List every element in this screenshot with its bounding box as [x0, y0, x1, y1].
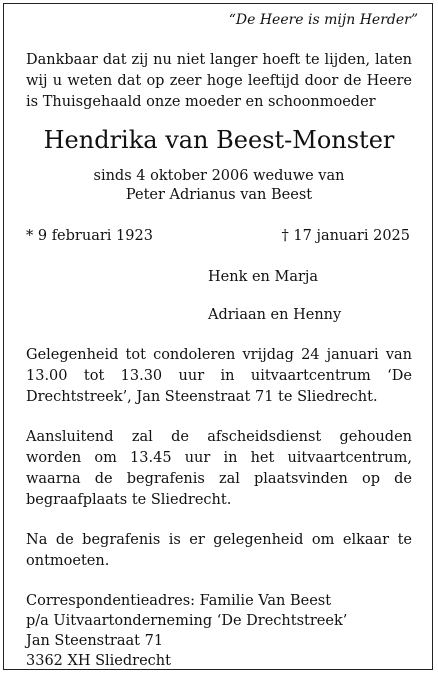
widow-line-1: sinds 4 oktober 2006 weduwe van — [93, 168, 345, 184]
address-line: Jan Steenstraat 71 — [26, 633, 164, 649]
service-paragraph: Aansluitend zal de afscheidsdienst gehouden worden om 13.45 uur in het uitvaartcentrum, waarna de begrafenis zal plaatsvinden op de begraafplaats te Sliedrecht. — [26, 429, 412, 508]
address-line: 3362 XH Sliedrecht — [26, 653, 171, 669]
motto: “De Heere is mijn Herder” — [228, 12, 418, 28]
death-date: † 17 januari 2025 — [281, 228, 410, 244]
family-member: Henk en Marja — [208, 269, 319, 285]
deceased-name: Hendrika van Beest-Monster — [43, 126, 395, 154]
life-dates — [26, 227, 412, 246]
after-funeral-paragraph: Na de begrafenis is er gelegenheid om elkaar te ontmoeten. — [26, 532, 412, 569]
address-line: p/a Uitvaartonderneming ‘De Drechtstreek’ — [26, 613, 348, 629]
intro-paragraph: Dankbaar dat zij nu niet langer hoeft te lijden, laten wij u weten dat op zeer hoge leeftijd door de Heere is Thuisgehaald onze moeder en schoonmoeder — [26, 52, 412, 110]
obituary-notice — [3, 3, 433, 670]
family-member: Adriaan en Henny — [208, 307, 342, 323]
notice-content — [26, 50, 412, 670]
condolence-paragraph: Gelegenheid tot condoleren vrijdag 24 januari van 13.00 tot 13.30 uur in uitvaartcentrum ‘De Drechtstreek’, Jan Steenstraat 71 te Sliedrecht. — [26, 347, 412, 405]
address-line: Correspondentieadres: Familie Van Beest — [26, 593, 332, 609]
birth-date: * 9 februari 1923 — [26, 228, 153, 244]
correspondence-address — [26, 591, 412, 670]
widow-line-2: Peter Adrianus van Beest — [125, 187, 313, 203]
